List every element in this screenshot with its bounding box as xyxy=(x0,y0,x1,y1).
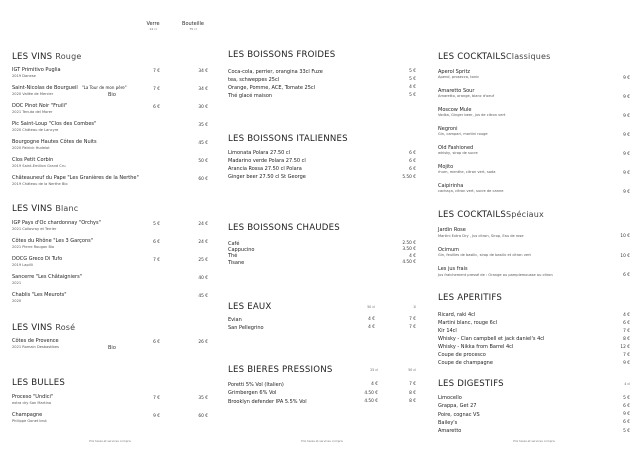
section-title-text: LES EAUX xyxy=(228,302,272,312)
item-price: 5 € xyxy=(623,395,630,401)
menu-item-name xyxy=(438,126,458,132)
menu-item-detail: 2021 Pierre Rougon Bio xyxy=(12,244,55,249)
item-price: 35 € xyxy=(198,123,208,128)
item-price: 3.50 € xyxy=(402,247,416,253)
menu-item-name xyxy=(438,145,473,151)
item-name-text: Châteauneuf du Pape "Les Granières de la Nerthe" xyxy=(12,175,139,181)
section-title-text: LES APERITIFS xyxy=(438,293,503,303)
item-price: 8 € xyxy=(409,390,416,396)
glass-label: Verre xyxy=(146,21,160,27)
item-price: 9 € xyxy=(623,94,630,100)
item-price: 5 € xyxy=(409,93,416,98)
menu-item-name xyxy=(228,325,264,331)
item-price: 5.50 € xyxy=(402,174,416,180)
item-name-text: Brooklyn defender IPA 5.5% Vol xyxy=(228,398,307,405)
item-extra: "La Tour de mon père" xyxy=(81,85,127,90)
menu-item-detail: 2019 Danese xyxy=(12,73,36,78)
menu-item-detail: extra dry San Martino xyxy=(12,400,52,405)
item-price: 6 € xyxy=(153,340,160,345)
section-subtitle: Rosé xyxy=(55,323,76,332)
section-title-text: LES BOISSONS CHAUDES xyxy=(228,223,340,233)
item-price: 2.50 € xyxy=(402,241,416,246)
item-price: 9 € xyxy=(623,412,630,418)
menu-item-name xyxy=(438,412,480,418)
menu-item-name xyxy=(228,390,276,396)
section-subtitle: Classiques xyxy=(505,52,551,61)
item-price: 5 € xyxy=(409,69,416,74)
item-name-text: Pic Saint-Loup "Clos des Combes" xyxy=(12,121,97,127)
menu-item-detail: Amaretto, orange, blanc d'oeuf xyxy=(438,94,495,98)
item-name-text: Limocello xyxy=(438,395,462,401)
section-title-text: LES COCKTAILS xyxy=(438,210,506,220)
menu-item-name xyxy=(438,183,463,189)
section-title xyxy=(438,52,551,62)
item-name-text: Poretti 5% Vol (Italien) xyxy=(228,381,284,388)
item-name-text: Madarino verde Polara 27.50 cl xyxy=(228,158,306,164)
menu-item-detail: Philippe Gonet brut xyxy=(12,418,47,423)
item-price: 9 € xyxy=(153,414,160,419)
item-name-text: Coupe de champagne xyxy=(438,360,493,366)
item-name-text: Chablis "Les Meurots" xyxy=(12,292,67,298)
column-header: 4 cl xyxy=(624,382,630,386)
menu-item-name xyxy=(438,352,486,358)
menu-item-name xyxy=(12,175,139,181)
glass-column-header xyxy=(138,21,168,31)
item-name-text: Amaretto xyxy=(438,428,462,435)
item-name-text: Aperol Spritz xyxy=(438,68,471,75)
section-title-text: LES VINS xyxy=(12,204,53,214)
menu-item-name xyxy=(12,139,97,145)
organic-label: Bio xyxy=(108,345,116,351)
menu-item-name xyxy=(228,253,237,259)
item-name-text: tea, schweppes 25cl xyxy=(228,76,280,83)
section-subtitle: Spéciaux xyxy=(505,210,544,219)
item-price: 4.50 € xyxy=(402,260,416,266)
item-price: 6 € xyxy=(623,420,630,426)
menu-item-name xyxy=(12,121,96,127)
menu-item-name xyxy=(228,399,307,405)
item-price: 4.50 € xyxy=(364,399,378,405)
menu-item-name xyxy=(438,336,544,342)
item-name-text: Cappucino xyxy=(228,246,255,253)
item-price: 6 € xyxy=(623,403,630,409)
item-name-text: Clos Petit Corbin xyxy=(12,157,54,163)
item-price: 60 € xyxy=(198,177,208,182)
item-name-text: Côtes de Provence xyxy=(12,338,59,344)
section-title-text: LES COCKTAILS xyxy=(438,52,506,62)
menu-item-name xyxy=(438,403,476,409)
glass-size: 14 cl xyxy=(149,27,157,31)
item-price: 6 € xyxy=(409,150,416,156)
section-subtitle: Blanc xyxy=(55,204,79,213)
menu-item-name xyxy=(12,256,62,262)
section-title xyxy=(438,210,544,220)
item-price: 9 € xyxy=(623,170,630,176)
menu-item-name xyxy=(228,69,323,75)
section-title xyxy=(438,379,504,389)
item-price: 6 € xyxy=(153,105,160,110)
item-price: 5 € xyxy=(409,77,416,82)
menu-item-name xyxy=(228,77,279,83)
item-name-text: Ocimum xyxy=(438,246,459,253)
item-name-text: Jardin Rose xyxy=(438,227,466,233)
item-name-text: Whisky - Clan campbell et jack daniel's 4cl xyxy=(438,336,545,342)
menu-item-name xyxy=(228,85,315,91)
item-price: 12 € xyxy=(620,344,630,350)
item-name-text: Coca-cola, perrier, orangina 33cl Fuze xyxy=(228,68,323,75)
section-title-text: LES VINS xyxy=(12,323,53,333)
menu-item-detail: Martini Extra Dry , Jus citron, Sirop, Eau de rose xyxy=(438,233,524,238)
item-price: 40 € xyxy=(198,276,208,281)
item-name-text: Limonata Polara 27.50 cl xyxy=(228,150,291,156)
item-name-text: Martini blanc, rouge 6cl xyxy=(438,320,497,326)
item-name-text: Coupe de procesco xyxy=(438,352,486,358)
item-name-text: Evian xyxy=(228,316,242,323)
menu-item-detail: 2021 Romain Desbastibes xyxy=(12,344,59,349)
menu-item-name xyxy=(228,93,272,99)
item-name-text: Ginger beer 27.50 cl St George xyxy=(228,174,306,180)
section-title xyxy=(228,302,272,312)
menu-item-detail: 2020 Vallée de Mercier xyxy=(12,91,54,96)
item-price: 24 € xyxy=(198,222,208,227)
menu-item-name xyxy=(438,164,453,170)
menu-item-name xyxy=(12,67,61,73)
item-price: 6 € xyxy=(153,240,160,245)
menu-item-name xyxy=(12,412,42,418)
section-title-text: LES BOISSONS FROIDES xyxy=(228,50,336,60)
item-price: 24 € xyxy=(198,240,208,245)
menu-item-name xyxy=(228,260,244,266)
menu-item-name xyxy=(228,247,254,253)
item-name-text: Les jus frais xyxy=(438,266,468,272)
menu-item-name xyxy=(228,174,306,180)
section-title xyxy=(12,323,75,333)
item-price: 4 € xyxy=(371,382,378,387)
menu-item-name xyxy=(12,157,53,163)
menu-item-name xyxy=(228,158,306,164)
item-price: 4 € xyxy=(409,253,416,259)
item-name-text: Mojito xyxy=(438,163,454,170)
menu-item-name xyxy=(228,382,284,388)
section-title xyxy=(12,204,78,214)
menu-item-detail: 2021 xyxy=(12,280,22,285)
column-header: 50 cl xyxy=(367,305,375,309)
item-name-text: Bourgogne Hautes Côtes de Nuits xyxy=(12,139,97,145)
menu-item-detail: 2020 Patrick Hudelot xyxy=(12,145,50,150)
item-name-text: Tisane xyxy=(228,259,245,266)
menu-item-name xyxy=(12,394,53,400)
item-name-text: Orange, Pomme, ACE, Tomate 25cl xyxy=(228,84,316,91)
menu-item-name xyxy=(438,420,457,426)
menu-item-name xyxy=(438,395,462,401)
item-name-text: Poire, cognac VS xyxy=(438,411,480,418)
bottle-label: Bouteille xyxy=(182,21,204,27)
item-name-text: San Pellegrino xyxy=(228,324,264,331)
item-price: 6 € xyxy=(409,166,416,172)
menu-item-name xyxy=(438,428,461,434)
item-name-text: DOCG Greco Di Tufo xyxy=(12,256,63,262)
item-price: 45 € xyxy=(198,294,208,299)
item-price: 25 € xyxy=(198,258,208,263)
menu-item-detail: 2020 Château de Lancyre xyxy=(12,127,59,132)
item-name-text: Negroni xyxy=(438,125,458,132)
item-price: 7 € xyxy=(409,325,416,330)
menu-item-name xyxy=(438,320,497,326)
item-name-text: Sancerre "Les Châtaigniers" xyxy=(12,274,82,280)
menu-item-name xyxy=(12,338,59,344)
item-price: 8 € xyxy=(623,336,630,342)
bottle-size: 75 cl xyxy=(189,27,197,31)
menu-item-name xyxy=(438,227,466,233)
item-price: 9 € xyxy=(623,132,630,138)
item-name-text: Arancia Rossa 27.50 cl Polara xyxy=(228,166,302,172)
item-name-text: Thé glacé maison xyxy=(228,92,273,99)
organic-label: Bio xyxy=(108,92,116,98)
item-price: 6 € xyxy=(409,158,416,164)
menu-item-detail: whisky, sirop de sucre xyxy=(438,151,478,155)
item-price: 4.50 € xyxy=(364,390,378,396)
section-title-text: LES DIGESTIFS xyxy=(438,379,504,389)
menu-item-name xyxy=(438,360,493,366)
section-title-text: LES VINS xyxy=(12,52,53,62)
footer-note: Prix taxes et services compris xyxy=(513,439,555,443)
item-price: 45 € xyxy=(198,141,208,146)
item-name-text: Café xyxy=(228,240,240,247)
menu-item-name xyxy=(438,328,457,334)
item-name-text: Bailey's xyxy=(438,419,458,426)
bottle-column-header xyxy=(178,21,208,31)
section-title xyxy=(438,293,502,303)
menu-item-name xyxy=(12,220,101,226)
menu-item-name xyxy=(12,85,127,91)
menu-item-detail: 2019 Lapilli xyxy=(12,262,33,267)
menu-item-detail: 2020 xyxy=(12,298,22,303)
menu-item-detail: 2019 Saint-Emilion Grand Cru xyxy=(12,163,66,168)
menu-item-detail: Aperol, prosecco, tonic xyxy=(438,75,480,79)
item-name-text: Caipirinha xyxy=(438,182,464,189)
item-price: 26 € xyxy=(198,340,208,345)
item-name-text: Saint-Nicolas de Bourgueil xyxy=(12,85,78,91)
item-name-text: Thé xyxy=(228,253,238,260)
column-header: 50 cl xyxy=(408,368,416,372)
item-price: 9 € xyxy=(623,189,630,195)
menu-item-detail: Gin, campari, martini rouge xyxy=(438,132,488,136)
footer-note: Prix taxes et services compris xyxy=(301,439,343,443)
section-title xyxy=(228,134,348,144)
menu-item-detail: 2021 Collovray et Terrier xyxy=(12,226,57,231)
item-price: 9 € xyxy=(623,360,630,366)
item-price: 50 € xyxy=(198,159,208,164)
item-price: 9 € xyxy=(623,75,630,81)
item-price: 8 € xyxy=(409,399,416,405)
section-title-text: LES BOISSONS ITALIENNES xyxy=(228,134,348,144)
item-name-text: IGT Primitivo Puglia xyxy=(12,67,61,73)
item-price: 34 € xyxy=(198,69,208,74)
item-name-text: Côtes du Rhône "Les 3 Garçons" xyxy=(12,238,94,244)
item-price: 7 € xyxy=(153,396,160,401)
item-price: 30 € xyxy=(198,105,208,110)
item-price: 7 € xyxy=(623,328,630,334)
section-title xyxy=(12,52,81,62)
item-price: 7 € xyxy=(409,382,416,387)
menu-item-name xyxy=(438,344,513,350)
item-name-text: Grappa, Get 27 xyxy=(438,403,477,410)
item-price: 7 € xyxy=(409,317,416,322)
menu-item-name xyxy=(438,107,471,113)
menu-item-detail: Vodka, Ginger beer, jus de citron vert xyxy=(438,113,506,117)
column-header: 25 cl xyxy=(370,368,378,372)
item-price: 10 € xyxy=(620,253,630,259)
menu-item-name xyxy=(228,241,239,247)
menu-item-name xyxy=(438,266,468,272)
menu-item-name xyxy=(438,247,459,253)
menu-item-name xyxy=(438,69,470,75)
item-price: 4 € xyxy=(368,325,375,330)
menu-item-detail: Jus fraichement pressé de : Orange ou pamplemousse ou citron xyxy=(438,272,553,277)
section-title xyxy=(228,50,335,60)
item-name-text: Kir 14cl xyxy=(438,328,457,334)
item-price: 4 € xyxy=(623,312,630,318)
item-price: 5 € xyxy=(623,428,630,434)
item-name-text: Amaretto Sour xyxy=(438,87,475,94)
menu-item-name xyxy=(228,150,290,156)
section-title-text: LES BIERES PRESSIONS xyxy=(228,365,333,375)
item-price: 35 € xyxy=(198,396,208,401)
menu-item-name xyxy=(12,238,93,244)
item-name-text: DOC Pinot Noir "Fruili" xyxy=(12,103,68,109)
item-price: 9 € xyxy=(623,113,630,119)
section-subtitle: Rouge xyxy=(55,52,82,61)
menu-item-detail: Gin, feuilles de basilic, sirop de basilic et citron vert xyxy=(438,253,531,257)
item-price: 6 € xyxy=(623,320,630,326)
menu-item-name xyxy=(12,103,67,109)
item-price: 10 € xyxy=(620,234,630,239)
menu-item-detail: rhum, menthe, citron vert, soda xyxy=(438,170,496,174)
section-title xyxy=(228,223,340,233)
item-price: 7 € xyxy=(153,258,160,263)
item-price: 7 € xyxy=(153,87,160,92)
menu-item-name xyxy=(438,88,474,94)
menu-item-detail: 2021 Tenuta del Morer xyxy=(12,109,53,114)
item-name-text: Ricard, raki 4cl xyxy=(438,312,476,318)
item-price: 4 € xyxy=(368,317,375,322)
menu-item-name xyxy=(228,166,302,172)
section-title-text: LES BULLES xyxy=(12,378,66,388)
footer-note: Prix taxes et services compris xyxy=(89,439,131,443)
menu-item-name xyxy=(228,317,242,323)
item-name-text: Old Fashioned xyxy=(438,144,474,151)
item-name-text: Grimbergen 6% Vol xyxy=(228,390,277,397)
item-price: 9 € xyxy=(623,151,630,157)
item-price: 5 € xyxy=(153,222,160,227)
menu-item-detail: 2019 Château de la Nerthe Bio xyxy=(12,181,68,186)
item-price: 60 € xyxy=(198,414,208,419)
column-header: 1l xyxy=(413,305,416,309)
menu-item-name xyxy=(12,292,67,298)
item-name-text: Whisky - Nikka from Barrel 4cl xyxy=(438,344,514,350)
item-name-text: IGP Pays d'Oc chardonnay "Orchys" xyxy=(12,220,101,226)
section-title xyxy=(228,365,333,375)
item-name-text: Moscow Mule xyxy=(438,106,472,113)
item-price: 7 € xyxy=(623,352,630,358)
menu-item-name xyxy=(438,312,475,318)
item-price: 7 € xyxy=(153,69,160,74)
menu-item-name xyxy=(12,274,82,280)
item-price: 6 € xyxy=(623,273,630,278)
item-price: 4 € xyxy=(409,85,416,90)
item-price: 34 € xyxy=(198,87,208,92)
menu-item-detail: cachaça, citron vert, sucre de canne xyxy=(438,189,504,193)
item-name-text: Champagne xyxy=(12,412,43,418)
item-name-text: Proceso "Undici" xyxy=(12,394,54,400)
section-title xyxy=(12,378,65,388)
